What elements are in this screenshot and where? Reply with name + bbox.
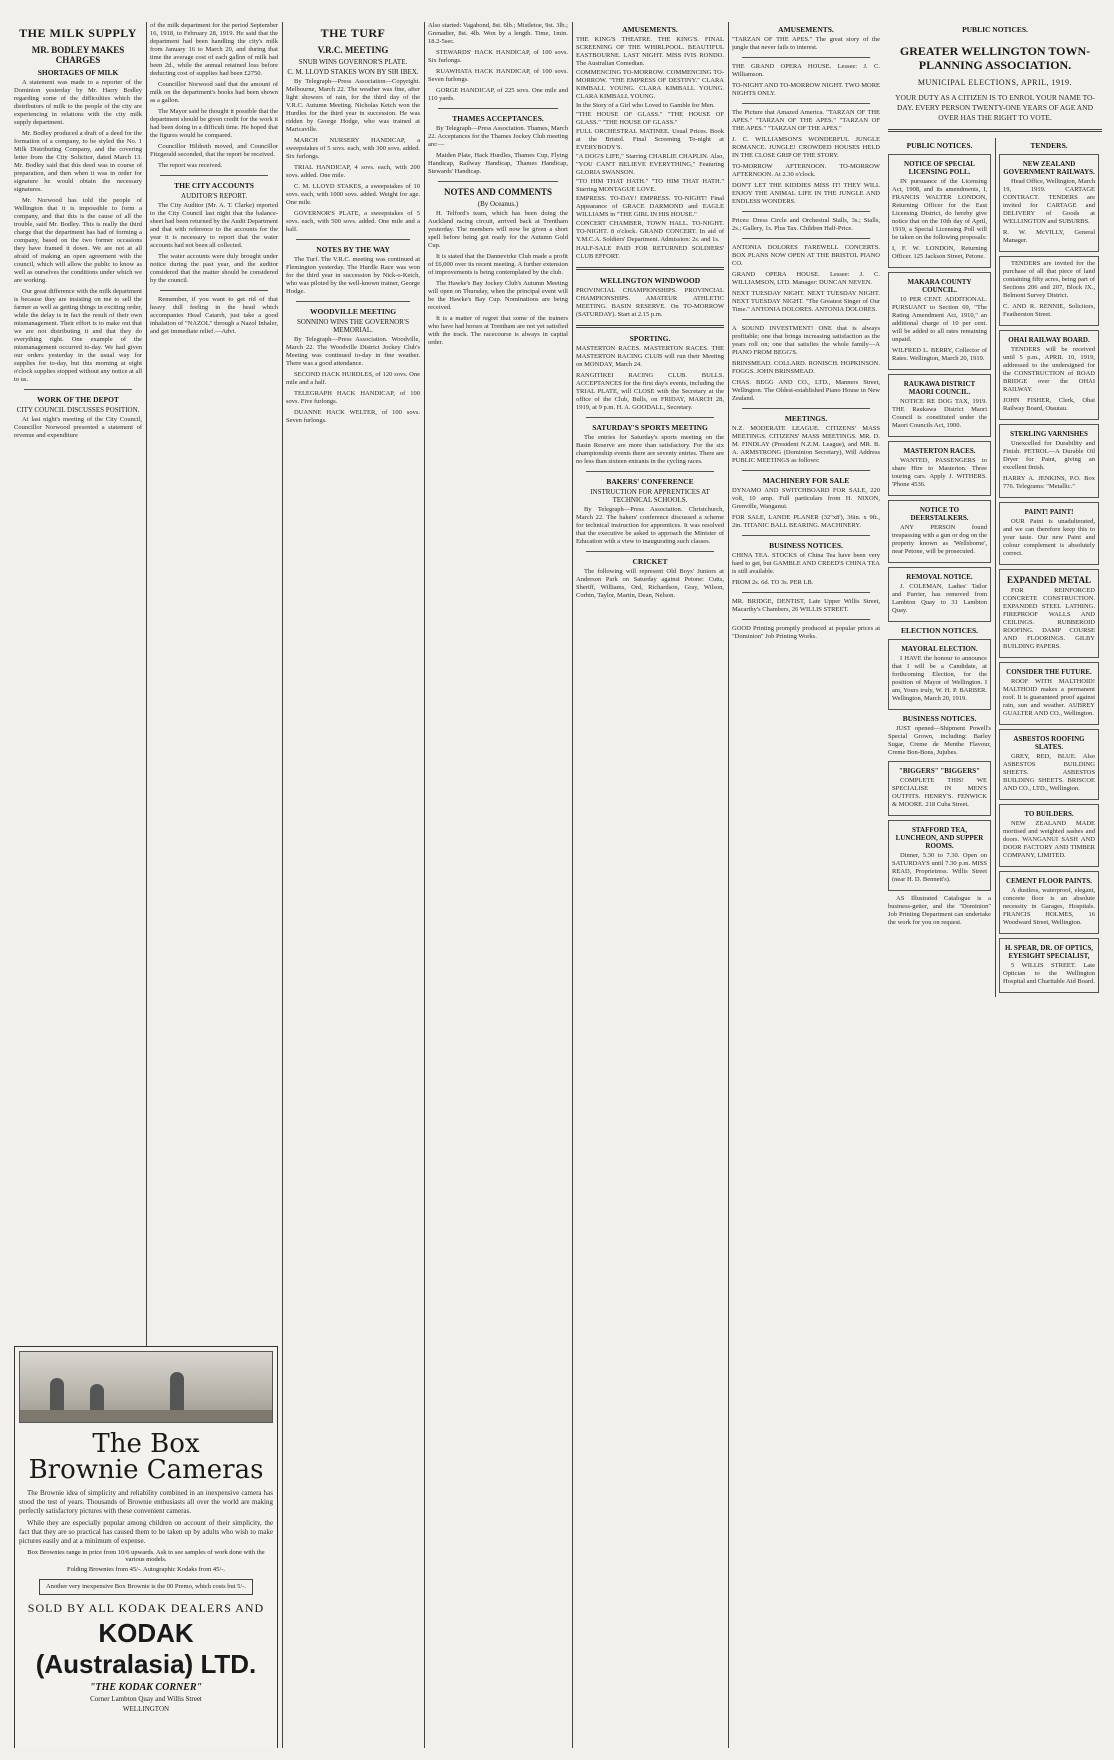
brownie-title [19, 1431, 273, 1483]
optician-advert [999, 938, 1099, 993]
race-result: TELEGRAPH HACK HANDICAP, of 100 sovs. Five furlongs. [286, 390, 420, 405]
notice-title: ASBESTOS ROOFING SLATES. [1013, 735, 1085, 751]
premo-callout: Another very inexpensive Box Brownie is the 00 Premo, which costs but 5/-. [39, 1579, 253, 1595]
notice-title: MASTERTON RACES. [903, 447, 976, 455]
thames-acceptances-heading: THAMES ACCEPTANCES. [452, 114, 544, 123]
grand-opera-house: GRAND OPERA HOUSE. Lessee: J. C. WILLIAMSON, LTD. Manager: DUNCAN NEVEN. [732, 271, 880, 286]
divider [742, 103, 870, 104]
sporting-advert: RANGITIKEI RACING CLUB. BULLS. ACCEPTANCES for the first day's events, including the TRIAL PLATE, will CLOSE with the Secretary at the office of the Club, Bulls, on FRIDAY, MARCH 28, 1919, at 9 p.m. H. A. GOODALL, Secretary. [576, 372, 724, 411]
sporting-advert: MASTERTON RACES. MASTERTON RACES. THE MASTERTON RACING CLUB will run their Meeting on MONDAY, March 24. [576, 345, 724, 368]
builders-advert [999, 804, 1099, 867]
cricket-heading: CRICKET [632, 557, 668, 566]
brownie-folding-prices: Folding Brownies from 45/-. Autographic Kodaks from 45/-. [67, 1566, 225, 1573]
piano-advert: A SOUND INVESTMENT! ONE that is always profitable; one that brings increasing satisfaction as the years roll on; one that satisfies the whole family—A PIANO FROM BEGG'S. [732, 325, 880, 356]
notice-title: STERLING VARNISHES [1010, 430, 1088, 438]
divider [742, 592, 870, 593]
dynamo-advert: DYNAMO AND SWITCHBOARD FOR SALE, 220 volt, 10 amp. Full particulars from H. NIXON, Grenville, Wanganui. [732, 487, 880, 510]
divider [438, 108, 558, 109]
depot-section-heading: WORK OF THE DEPOT [37, 395, 119, 404]
notice-signature: WILFRED L. BERRY, Collector of Rates. Wellington, March 20, 1919. [892, 347, 987, 362]
article-paragraph: The following will represent Old Boys' Juniors at Anderson Park on Saturday against Petone: Cutts, Sheriff, Williams, Ord, Richardson, Gray, Wilson, Corbin, Taylor, Martin, Dean, Nelson. [576, 568, 724, 599]
notice-signature: I, F. W. LONDON, Returning Officer. 125 Jackson Street, Petone. [892, 245, 987, 260]
tenders-heading: TENDERS. [1030, 141, 1068, 150]
notice-body: COMPLETE THIS! WE SPECIALISE IN MEN'S OUTFITS. HENRY'S. FENWICK & MOORE. 218 Cuba Street. [892, 777, 987, 808]
notice-body: OUR Paint is unadulterated, and we can therefore keep this to your taste. Our new Paint and colour complement is absolutely correct. [1003, 518, 1095, 557]
cement-floor-advert [999, 871, 1099, 934]
article-paragraph: Mr. Bodley produced a draft of a deed for the formation of a company, to be styled the No. 1 Milk Distributing Company, and the covering letter from the City Solicitor, dated March 13. Mr. Bodley said that this deed was in course of preparation, and then when it was in order for signature he would obtain the necessary signatures. [14, 130, 142, 193]
notice-title: STAFFORD TEA, LUNCHEON, AND SUPPER ROOMS. [895, 826, 984, 850]
land-tender [999, 256, 1099, 326]
paint-advert [999, 502, 1099, 565]
notice-signature: JOHN FISHER, Clerk, Ohai Railway Board, Otautau. [1003, 397, 1095, 412]
brownie-advert-box [14, 1346, 278, 1748]
nazol-advert: Remember, if you want to get rid of that heavy dull feeling in the head which accompanies Head Catarrh, just take a good inhalation of "NAZOL" through a Nazol Inhaler, and get immediate relief.—Advt. [150, 296, 278, 335]
town-planning-title [888, 44, 1102, 72]
athletics-heading: WELLINGTON WINDWOOD [599, 276, 701, 285]
article-paragraph: The water accounts were duly brought under notice during the past year, and the auditor considered that the matter should be considered by the council. [150, 253, 278, 284]
opera-house-advert: THE GRAND OPERA HOUSE. Lessee: J. C. Williamson. [732, 63, 880, 78]
biggers-advert [888, 761, 991, 816]
amusements-heading-2: AMUSEMENTS. [778, 25, 834, 34]
amusements-heading: AMUSEMENTS. [622, 25, 678, 34]
notice-body: 5 WILLIS STREET. Late Optician to the Wellington Hospital and Charitable Aid Board. [1003, 962, 1095, 985]
divider [296, 239, 410, 240]
notice-title: RAUKAWA DISTRICT MAORI COUNCIL. [903, 380, 976, 396]
race-result: SECOND HACK HURDLES, of 120 sovs. One mile and a half. [286, 371, 420, 386]
person-figure [50, 1378, 64, 1412]
divider [438, 181, 558, 182]
article-paragraph: By Telegraph—Press Association. Christchurch, March 22. The bakers' conference discussed a scheme for technical instruction for apprentices. It was resolved that the executive be asked to approach the Minister of Education with a view to inaugurating such classes. [576, 506, 724, 545]
printing-advert: GOOD Printing promptly produced at popular prices at "Dominion" Job Printing Works. [732, 625, 880, 640]
divider [160, 175, 268, 176]
divider [742, 57, 870, 58]
article-paragraph: The Turf. The V.R.C. meeting was continued at Flemington yesterday. The Hurdle Race was won for the third year in succession by Nick-o-Ketch, who was piloted by the well-known trainer, George Hodge. [286, 256, 420, 295]
maori-council-notice [888, 374, 991, 437]
notice-body: J. COLEMAN, Ladies' Tailor and Furrier, has removed from Lambton Quay to 31 Lambton Quay. [892, 583, 987, 614]
public-notices-subheading: PUBLIC NOTICES. [906, 141, 973, 150]
notice-body: I HAVE the honour to announce that I will be a Candidate, at forthcoming Election, for the position of Mayor of Wellington. I am, Yours truly, W. H. P. BARBER. Wellington, March 20, 1919. [892, 655, 987, 702]
sporting-heading: SPORTING. [629, 334, 671, 343]
kodak-city: WELLINGTON [122, 1705, 170, 1713]
public-notices-area [888, 22, 1102, 1748]
race-result: STEWARDS' HACK HANDICAP, of 100 sovs. Six furlongs. [428, 49, 568, 64]
divider [296, 301, 410, 302]
sold-by-line: SOLD BY ALL KODAK DEALERS AND [27, 1601, 265, 1615]
article-paragraph: It is stated that the Dannevirke Club made a profit of £6,000 over its recent meeting. A further extension of improvements is being contemplated by the club. [428, 253, 568, 276]
removal-notice [888, 567, 991, 622]
vrc-subhead-2: C. M. LLOYD STAKES WON BY SIR IBEX. [287, 68, 419, 76]
notice-title: NOTICE OF SPECIAL LICENSING POLL. [904, 160, 975, 176]
divider [742, 238, 870, 239]
election-notices-heading: ELECTION NOTICES. [900, 626, 979, 635]
divider [742, 408, 870, 409]
article-paragraph: Councillor Hildreth moved, and Councillor Fitzgerald seconded, that the report be received. [150, 143, 278, 158]
notice-title: H. SPEAR, DR. OF OPTICS, EYESIGHT SPECIALIST, [1004, 944, 1094, 960]
mayoral-election-notice [888, 639, 991, 710]
notice-title: TO BUILDERS. [1024, 810, 1074, 818]
article-paragraph: Our great difference with the milk department is because they are insisting on me to sell the farmer as well as getting things in exciting order, while the delay is in fact the result of their own mismanagement. Their effort is to make out that we are not distributing it and that they do everything right. One example of the mismanagement occurred to-day. We had given our orders yesterday in the usual way for supplies for to-day, but this morning at eight o'clock supplies stopped without any notice at all to us. [14, 288, 142, 383]
theatre-advert: In the Story of a Girl who Loved to Gamble for Men. [576, 102, 715, 109]
business-notices-heading: BUSINESS NOTICES. [902, 714, 977, 723]
column-5 [576, 22, 724, 1748]
theatre-advert: COMMENCING TO-MORROW. COMMENCING TO-MORROW. "THE EMPRESS OF DESTINY." CLARA KIMBALL YOUNG. CLARA KIMBALL YOUNG. CLARA KIMBALL YOUNG. [576, 69, 724, 100]
article-paragraph: Mr. Norwood has told the people of Wellington that it is impossible to form a company, and that this is the cause of all the trouble, said Mr. Bodley. This is really the third charge that the department has had of forming a company, based on the two former occasions they have framed it down. We are not at all afraid of making an open agreement with the council, which will allow the public to know as well as ourselves the conditions under which we are working. [14, 197, 142, 284]
notice-title: MAYORAL ELECTION. [901, 645, 978, 653]
tarzan-advert: "TARZAN OF THE APES." The great story of the jungle that never fails to interest. [732, 36, 880, 51]
divider [742, 319, 870, 320]
tenders-column [995, 138, 1099, 997]
race-result: GOVERNOR'S PLATE, a sweepstakes of 5 sovs. each, with 500 sovs. added. One mile and a half. [286, 210, 420, 233]
vrc-meeting-heading: V.R.C. MEETING [317, 45, 389, 55]
business-notices-heading-2: BUSINESS NOTICES. [769, 541, 843, 550]
notice-body: Head Office, Wellington, March 19, 1919. CARTAGE CONTRACT. TENDERS are invited for CARTAGE and DELIVERY of Goods at WELLINGTON and SUBURBS. [1003, 178, 1095, 225]
sterling-varnishes-advert [999, 424, 1099, 498]
vrc-subhead: SNUB WINS GOVERNOR'S PLATE. [298, 58, 408, 66]
expanded-metal-advert [999, 569, 1099, 658]
divider [586, 551, 714, 552]
article-paragraph: Councillor Norwood said that the amount of milk on the department's books had been shown as a gallon. [150, 81, 278, 104]
notice-title: PAINT! PAINT! [1024, 508, 1074, 516]
theatre-advert: "THE HOUSE OF GLASS." "THE HOUSE OF GLASS." "THE HOUSE OF GLASS." [576, 111, 724, 126]
brownie-copy: The Brownie idea of simplicity and reliability combined in an inexpensive camera has stood the test of years. Thousands of Brownie enthusiasts all over the world are making perfectly satisfactory pictures with these convenient cameras. [19, 1489, 273, 1515]
theatre-advert: "TO HIM THAT HATH." "TO HIM THAT HATH." Starring MONTAGUE LOVE. [576, 178, 724, 193]
article-paragraph: A statement was made to a reporter of the Dominion yesterday by Mr. Harry Bodley regarding some of the difficulties which the distributors of milk to the people of the city are experiencing in relations with the city milk supply department. [14, 79, 142, 126]
notice-title: REMOVAL NOTICE. [906, 573, 973, 581]
column-rule [282, 22, 283, 1748]
dolores-nights: NEXT TUESDAY NIGHT. NEXT TUESDAY NIGHT. NEXT TUESDAY NIGHT. "The Greatest Singer of Our Time." ANTONIA DOLORES. ANTONIA DOLORES. [732, 290, 880, 313]
notice-title: MAKARA COUNTY COUNCIL. [907, 278, 972, 294]
notice-body: Dinner, 5.30 to 7.30. Open on SATURDAYS until 7.30 p.m. MISS READ, Proprietress. Willis Street (near H. D. Bennett's). [892, 852, 987, 883]
theatre-advert: THE KING'S THEATRE. THE KING'S. FINAL SCREENING OF THE WHIRLPOOL. BEAUTIFUL EASTBOURNE. LAST NIGHT. MISS IVIS RONDO. The Australian Comedian. [576, 36, 724, 67]
bakers-conference-subheading: INSTRUCTION FOR APPRENTICES AT TECHNICAL SCHOOLS. [590, 488, 710, 504]
town-planning-title-line2: PLANNING ASSOCIATION. [918, 58, 1072, 72]
bakers-conference-heading: BAKERS' CONFERENCE [606, 477, 694, 486]
makara-council-notice [888, 272, 991, 370]
person-figure [170, 1372, 184, 1412]
notes-by-the-way-heading: NOTES BY THE WAY [316, 245, 390, 254]
divider [160, 290, 268, 291]
notice-signature: R. W. McVILLY, General Manager. [1003, 229, 1095, 244]
brownie-title-line1: The Box [92, 1429, 200, 1459]
article-paragraph: It is a matter of regret that some of the trainers who have had horses at Trentham are not yet satisfied with the track. The racecourse is always in capital order. [428, 315, 568, 346]
milk-supply-subhead: MR. BODLEY MAKES CHARGES [31, 45, 125, 65]
athletics-advert: PROVINCIAL CHAMPIONSHIPS. PROVINCIAL CHAMPIONSHIPS. AMATEUR ATHLETIC MEETING. BASIN RESERVE. On TO-MORROW (SATURDAY). Start at 2.15 p.m. [576, 287, 724, 318]
kodak-name: KODAK (Australasia) LTD. [35, 1618, 257, 1679]
enrol-notice: YOUR DUTY AS A CITIZEN IS TO ENROL YOUR NAME TO-DAY. EVERY PERSON TWENTY-ONE YEARS OF AGE AND OVER HAS THE RIGHT TO VOTE. [895, 93, 1095, 122]
notice-signature: HARRY A. JENKINS, P.O. Box 776. Telegrams: "Metallic." [1003, 475, 1095, 490]
column-2 [150, 22, 278, 1355]
notice-body: ROOF WITH MALTHOID! MALTHOID makes a permanent roof. It is guaranteed proof against rain, sun and weather. AUBREY GUALTER AND CO., Wellington. [1003, 678, 1095, 717]
notice-body: AS Illustrated Catalogue is a business-getter, and the "Dominion" Job Printing Department can undertake the work for you on request. [888, 895, 991, 926]
notes-and-comments-heading: NOTES AND COMMENTS [443, 187, 552, 197]
turf-headline: THE TURF [320, 26, 386, 40]
dentist-advert: MR. BRIDGE, DENTIST, Late Upper Willis Street, Macarthy's Chambers, 26 WILLIS STREET. [732, 598, 880, 613]
brownie-title-line2: Brownie Cameras [28, 1455, 264, 1485]
person-figure [90, 1384, 104, 1412]
race-result: Also started: Vagabond, 8st. 6lb.; Mistletoe, 9st. 3lb.; Grenadier, 8st. 4lb. Won by a length. Time, 1min. 18.2-5sec. [428, 22, 568, 45]
divider [586, 471, 714, 472]
jungle-romance: J. C. WILLIAMSON'S WONDERFUL JUNGLE ROMANCE. JUNGLE! CROWDED HOUSES HELD IN THE CLOSE GRIP OF THE STORY. [732, 136, 880, 159]
notes-byline: (By Oceanus.) [477, 200, 519, 208]
notice-body: NEW ZEALAND MADE mortised and weighted sashes and doors. WANGANUI SASH AND DOOR FACTORY AND TIMBER COMPANY, LIMITED. [1003, 820, 1095, 859]
article-paragraph: By Telegraph—Press Association—Copyright. Melbourne, March 22. The weather was fine, after light showers of rain, for the third day of the V.R.C. Autumn Meeting. Nicholas Ketch won the Hurdles for the third year in succession. He was ridden by George Hodge, who was trained at Maricaville. [286, 78, 420, 133]
article-paragraph: By Telegraph—Press Association. Woodville, March 22. The Woodville District Jockey Club's Meeting was continued to-day in fine weather. There was a good attendance. [286, 336, 420, 367]
shortages-section-heading: SHORTAGES OF MILK [37, 68, 119, 77]
article-paragraph: The entries for Saturday's sports meeting on the Basin Reserve are more than satisfactory. For the six championship events there are seventy entries. There are no less than sixteen entrants in the cycling races. [576, 434, 724, 465]
machinery-heading: MACHINERY FOR SALE [762, 476, 850, 485]
woodville-meeting-heading: WOODVILLE MEETING [309, 307, 397, 316]
divider [742, 211, 870, 212]
article-paragraph: The City Auditor (Mr. A. T. Clarke) reported to the City Council last night that the balance-sheet had been returned by the Audit Department and that with reference to the accounts for the year it is necessary to report that the water accounts had not been all collected. [150, 202, 278, 249]
divider [586, 417, 714, 418]
depot-section-subheading: CITY COUNCIL DISCUSSES POSITION. [16, 406, 140, 414]
notice-body: Unexcelled for Durability and Finish. PETROL—A Durable Oil Dryer for Paint, giving an excellent finish. [1003, 440, 1095, 471]
notice-body: TENDERS will be received until 5 p.m., APRIL 10, 1919, addressed to the undersigned for the CONSTRUCTION of ROAD BRIDGE over the OHAI RAILWAY. [1003, 346, 1095, 393]
race-result: GORGE HANDICAP, of 225 sovs. One mile and 110 yards. [428, 87, 568, 102]
brownie-advert [14, 1340, 278, 1748]
public-notices-heading: PUBLIC NOTICES. [962, 25, 1028, 34]
brownie-price-range: Box Brownies range in price from 10/6 upwards. Ask to see samples of work done with the various models. [27, 1549, 265, 1563]
dolores-concerts: ANTONIA DOLORES FAREWELL CONCERTS. BOX PLANS NOW OPEN AT THE BRISTOL PIANO CO. [732, 244, 880, 267]
race-result: TRIAL HANDICAP, 4 sovs. each, with 200 sovs. added. One mile. [286, 164, 420, 179]
divider [742, 535, 870, 536]
divider [888, 129, 1102, 132]
sports-meeting-heading: SATURDAY'S SPORTS MEETING [592, 423, 708, 432]
article-paragraph: The Hawke's Bay Jockey Club's Autumn Meeting will open on Thursday, when the principal event will be the Hawke's Bay Cup. Nominations are being received. [428, 280, 568, 311]
concert-advert: CONCERT CHAMBER, TOWN HALL. TO-NIGHT. TO-NIGHT. 8 o'clock. GRAND CONCERT. In aid of Y.M.C.A. Soldiers' Department. Admission: 2s. and 1s. [576, 220, 724, 243]
amusements-second-column [732, 22, 880, 1748]
matinee-times: TO-MORROW AFTERNOON. TO-MORROW AFTERNOON. At 2.30 o'clock. [732, 163, 880, 178]
column-rule [728, 22, 729, 1748]
theatre-advert: EMPRESS. TO-DAY! EMPRESS. TO-NIGHT! Final Appearance of GRACE DARMOND and EAGLE WILLIAMS in "THE GIRL IN HIS HOUSE." [576, 195, 724, 218]
divider [576, 325, 724, 328]
ground [20, 1410, 272, 1422]
divider [742, 619, 870, 620]
divider [576, 267, 724, 270]
notice-title: NOTICE TO DEERSTALKERS. [910, 506, 969, 522]
column-rule [424, 22, 425, 1748]
notice-title: CONSIDER THE FUTURE. [1006, 668, 1092, 676]
kiddies-notice: DON'T LET THE KIDDIES MISS IT! THEY WILL ENJOY THE ANIMAL LIFE IN THE JUNGLE AND ENDLESS WONDERS. [732, 182, 880, 205]
public-notices-left [888, 138, 991, 997]
masterton-races-notice [888, 441, 991, 496]
ohai-railway-tender [999, 330, 1099, 420]
public-notices-grid [888, 138, 1102, 997]
notice-title: NEW ZEALAND GOVERNMENT RAILWAYS. [1003, 160, 1095, 176]
opera-house-nights: TO-NIGHT AND TO-MORROW NIGHT. TWO MORE NIGHTS ONLY. [732, 82, 880, 97]
race-result: DUANNE HACK WELTER, of 100 sovs. Seven furlongs. [286, 409, 420, 424]
railways-tender [999, 154, 1099, 252]
notice-body: JUST opened—Shipment Powell's Special Grown, including: Barley Sugar, Creme de Menthe Flavour, Creme Bon-Bons, Jujubes. [888, 725, 991, 756]
municipal-elections-heading: MUNICIPAL ELECTIONS, APRIL, 1919. [917, 78, 1073, 87]
theatre-advert: FULL ORCHESTRAL MATINEE. Usual Prices. Book at the Bristol. Final Screening To-night at EVERYBODY'S. [576, 128, 724, 151]
notice-body: NOTICE RE DOG TAX, 1919. THE Raukawa District Maori Council is constituted under the Maori Councils Act, 1900. [892, 398, 987, 429]
race-result: C. M. LLOYD STAKES, a sweepstakes of 10 sovs. each, with 1000 sovs. added. Weight for age. One mile. [286, 183, 420, 206]
notice-body: 10 PER CENT. ADDITIONAL. PURSUANT to Section 69, "The Rating Amendment Act, 1910," an additional charge of 10 per cent. will be added to all rates remaining unpaid. [892, 296, 987, 343]
licensing-poll-notice [888, 154, 991, 268]
article-paragraph: The Mayor said he thought it possible that the department should be given credit for the work it had been doing in a difficult time. He hoped that the figures would be compared. [150, 108, 278, 139]
article-paragraph: By Telegraph—Press Association. Thames, March 22. Acceptances for the Thames Jockey Club meeting are:— [428, 125, 568, 148]
divider [24, 389, 132, 390]
article-paragraph: Maiden Plate, Hack Hurdles, Thames Cup, Flying Handicap, Railway Handicap, Thames Handicap, Stewards' Handicap. [428, 152, 568, 175]
notice-signature: C. AND R. RENNIE, Solicitors, Featherston Street. [1003, 303, 1095, 318]
notice-title: OHAI RAILWAY BOARD. [1008, 336, 1090, 344]
notice-body: WANTED, PASSENGERS to share Hire to Masterton. Three touring cars. Apply J. WITHERS. 'Phone 4536. [892, 457, 987, 488]
kodak-address: Corner Lambton Quay and Willis Street [90, 1695, 202, 1703]
article-paragraph: of the milk department for the period September 16, 1918, to February 28, 1919. He said that the department had been handling the city's milk from January 16 to March 20, and during that time the average cost of each gallon of milk had been 2d., while the annual retained loss before deducting cost of supplies had been £2750. [150, 22, 278, 77]
milk-supply-headline: THE MILK SUPPLY [19, 26, 137, 40]
notice-title: CEMENT FLOOR PAINTS. [1006, 877, 1092, 885]
piano-brands: BRINSMEAD. COLLARD. RONISCH. HOPKINSON. FOGGS. JOHN BRINSMEAD. [732, 360, 880, 375]
china-tea-price: FROM 2s. 6d. TO 3s. PER LB. [732, 579, 814, 586]
city-accounts-heading: THE CITY ACCOUNTS [174, 181, 254, 190]
notice-title: "BIGGERS" "BIGGERS" [898, 767, 981, 775]
deerstalkers-notice [888, 500, 991, 563]
auditor-report-subheading: AUDITOR'S REPORT. [181, 192, 247, 200]
meetings-heading: MEETINGS. [784, 414, 828, 423]
theatre-advert: "A DOG'S LIFE," Starring CHARLIE CHAPLIN. Also, "YOU CAN'T BELIEVE EVERYTHING," Featuring GLORIA SWANSON. [576, 153, 724, 176]
china-tea-advert: CHINA TEA. STOCKS of China Tea have been very hard to get, but GAMBLE AND CREED'S CHINA TEA is still available. [732, 552, 880, 575]
notice-body: TENDERS are invited for the purchase of all that piece of land containing fifty acres, being part of Sections 206 and 207, Block IX., Belmont Survey District. [1003, 260, 1095, 299]
article-paragraph: At last night's meeting of the City Council, Councillor Norwood presented a statement of revenue and expenditure [14, 416, 142, 439]
planer-advert: FOR SALE, LANDE PLANER (32"x8'), 36in. x 9ft., 2in. TITANIC BALL BEARING. MACHINERY. [732, 514, 880, 529]
race-result: RUAWHATA HACK HANDICAP, of 100 sovs. Seven furlongs. [428, 68, 568, 83]
divider [742, 470, 870, 471]
malthoid-advert [999, 662, 1099, 725]
article-paragraph: H. Telford's team, which has been doing the Auckland racing circuit, arrived back at Trentham yesterday. The members will now be given a short spell before being got ready for the Autumn Gold Cup. [428, 210, 568, 249]
asbestos-advert [999, 729, 1099, 800]
family-photo-illustration [19, 1351, 273, 1423]
notice-title: EXPANDED METAL [1007, 575, 1091, 585]
column-3 [286, 22, 420, 1748]
woodville-subheading: SONNINO WINS THE GOVERNOR'S MEMORIAL. [296, 318, 410, 334]
prices: Prices: Dress Circle and Orchestral Stalls, 3s.; Stalls, 2s.; Gallery, 1s. Plus Tax. Children Half-Price. [732, 217, 880, 232]
begg-address: CHAS. BEGG AND CO., LTD., Manners Street, Wellington. The Oldest-established Piano House in New Zealand. [732, 379, 880, 402]
notice-body: GREY, RED, BLUE. Also ASBESTOS BUILDING SHEETS. ASBESTOS BUILDING SHEETS. BRISCOE AND CO., LTD., Wellington. [1003, 753, 1095, 792]
concert-advert: HALF-SALE PAID FOR RETURNED SOLDIERS' CLUB EFFORT. [576, 245, 724, 260]
brownie-copy: While they are especially popular among children on account of their simplicity, the fact that they are so practical has caused them to be taken up by adults who wish to make pictures easily and at a minimum of expense. [19, 1519, 273, 1545]
notice-body: FOR REINFORCED CONCRETE CONSTRUCTION. EXPANDED STEEL LATHING. FIREPROOF WALLS AND CEILINGS. RUBBEROID ROOFING. DAMP COURSE AND FLOORINGS. GILBY BUILDING PAPERS. [1003, 587, 1095, 650]
notice-body: A dustless, waterproof, elegant, concrete floor is an absolute necessity in Garages, Hospitals. FRANCIS HOLMES, 16 Woodward Street, Wellington. [1003, 887, 1095, 926]
notice-body: IN pursuance of the Licensing Act, 1908, and its amendments, I, FRANCIS WALTER LONDON, Returning Officer for the East Licensing District, do hereby give notice that on the 10th day of April, 1919, a Special Licensing Poll will be taken on the following proposals: [892, 178, 987, 241]
race-result: MARCH NURSERY HANDICAP, a sweepstakes of 5 sovs. each, with 300 sovs. added. Six furlongs. [286, 137, 420, 160]
stafford-tea-advert [888, 820, 991, 891]
town-planning-title-line1: GREATER WELLINGTON TOWN- [899, 44, 1091, 58]
article-paragraph: The report was received. [158, 162, 223, 169]
column-rule [572, 22, 573, 1748]
notice-body: ANY PERSON found trespassing with a gun or dog on the property known as 'Wellsborne', near Petone, will be prosecuted. [892, 524, 987, 555]
moderate-league-advert: N.Z. MODERATE LEAGUE. CITIZENS' MASS MEETINGS. CITIZENS' MASS MEETINGS. MR. D. M. FINDLAY (President N.Z.M. League), and MR. B. A. ARMSTRONG (Dominion Secretary), Will Address PUBLIC MEETINGS as follows: [732, 425, 880, 464]
kodak-corner: "THE KODAK CORNER" [89, 1682, 203, 1693]
tarzan-repeat: The Picture that Amazed America. "TARZAN OF THE APES." "TARZAN OF THE APES." "TARZAN OF THE APES." "TARZAN OF THE APES." [732, 109, 880, 132]
column-4 [428, 22, 568, 1748]
